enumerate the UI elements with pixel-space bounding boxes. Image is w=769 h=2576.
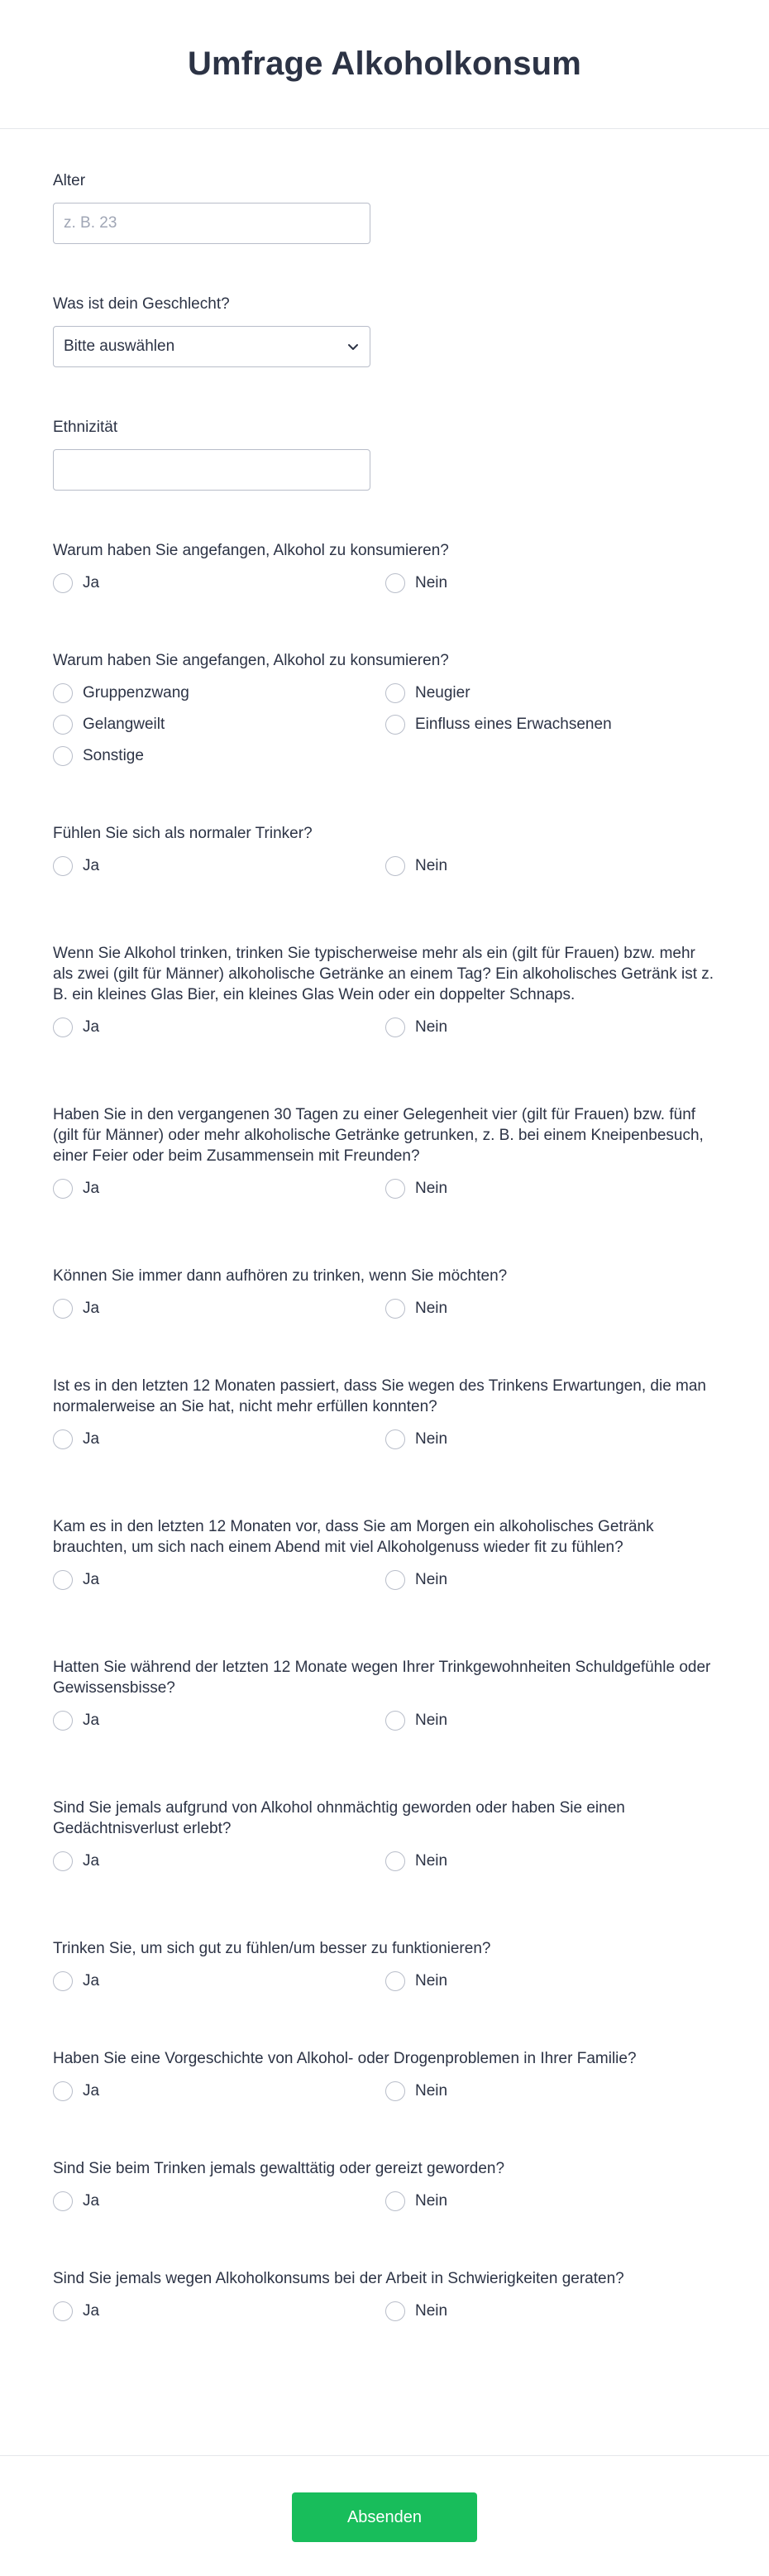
radio-option[interactable]: [53, 2301, 385, 2322]
radio-option[interactable]: [385, 1569, 718, 1591]
gender-select-value: Bitte auswählen: [64, 338, 175, 355]
radio-group: [53, 855, 716, 877]
question-5: [53, 1104, 716, 1199]
radio-button[interactable]: [53, 1971, 73, 1991]
question-label: Sind Sie jemals wegen Alkoholkonsums bei der Arbeit in Schwierigkeiten geraten?: [53, 2270, 624, 2287]
question-12: [53, 2048, 716, 2102]
radio-button[interactable]: [385, 2191, 405, 2211]
age-field: [53, 170, 716, 244]
radio-button[interactable]: [385, 573, 405, 593]
radio-option[interactable]: [385, 2301, 718, 2322]
form-header: [0, 0, 769, 129]
radio-option[interactable]: [385, 572, 718, 594]
submit-button[interactable]: Absenden: [292, 2492, 477, 2542]
question-list: [53, 540, 716, 2322]
radio-option[interactable]: [385, 1970, 718, 1992]
radio-button[interactable]: [385, 1971, 405, 1991]
question-label: Warum haben Sie angefangen, Alkohol zu konsumieren?: [53, 542, 449, 559]
radio-option-label: Ja: [83, 1180, 100, 1197]
radio-button[interactable]: [53, 2301, 73, 2321]
radio-button[interactable]: [53, 2081, 73, 2101]
radio-button[interactable]: [53, 573, 73, 593]
question-2: [53, 650, 716, 767]
question-3: [53, 823, 716, 877]
page-title: Umfrage Alkoholkonsum: [187, 45, 582, 82]
question-7: [53, 1376, 716, 1450]
radio-group: [53, 1429, 716, 1450]
radio-option[interactable]: [385, 1017, 718, 1038]
radio-button[interactable]: [385, 1179, 405, 1199]
radio-option-label: Gruppenzwang: [83, 684, 189, 701]
radio-option[interactable]: [53, 1569, 385, 1591]
radio-group: [53, 1569, 716, 1591]
question-label: Trinken Sie, um sich gut zu fühlen/um besser zu funktionieren?: [53, 1940, 491, 1957]
radio-group: [53, 2191, 716, 2212]
radio-group: [53, 1298, 716, 1319]
question-9: [53, 1657, 716, 1731]
radio-option-label: Sonstige: [83, 747, 144, 764]
radio-button[interactable]: [53, 1299, 73, 1319]
form-body: [0, 129, 769, 2322]
question-label: Wenn Sie Alkohol trinken, trinken Sie typischerweise mehr als ein (gilt für Frauen) bzw. mehr als zwei (gilt für Männer) alkoholische Getränke an einem Tag? Ein alkoholisches Getränk ist z. B. ein kleines Glas Bier, ein kleines Glas Wein oder ein doppelter Schnaps.: [53, 945, 714, 1003]
radio-button[interactable]: [53, 1570, 73, 1590]
question-label: Ist es in den letzten 12 Monaten passiert, dass Sie wegen des Trinkens Erwartungen, die man normalerweise an Sie hat, nicht mehr erfüllen konnten?: [53, 1377, 707, 1415]
radio-option-label: Ja: [83, 1430, 100, 1448]
radio-button[interactable]: [53, 856, 73, 876]
gender-label: Was ist dein Geschlecht?: [53, 295, 230, 313]
radio-button[interactable]: [385, 856, 405, 876]
radio-group: [53, 1017, 716, 1038]
radio-group: [53, 2080, 716, 2102]
radio-option[interactable]: [53, 1970, 385, 1992]
question-label: Kam es in den letzten 12 Monaten vor, dass Sie am Morgen ein alkoholisches Getränk brauchten, um sich nach einem Abend mit viel Alkoholgenuss wieder fit zu fühlen?: [53, 1518, 654, 1556]
radio-button[interactable]: [385, 1851, 405, 1871]
form-footer: [0, 2455, 769, 2576]
radio-button[interactable]: [53, 1429, 73, 1449]
radio-option[interactable]: [385, 855, 718, 877]
question-13: [53, 2158, 716, 2212]
radio-option-label: Nein: [415, 2082, 448, 2100]
radio-option-label: Gelangweilt: [83, 716, 165, 733]
radio-option-label: Ja: [83, 1852, 100, 1870]
question-label: Sind Sie beim Trinken jemals gewalttätig oder gereizt geworden?: [53, 2160, 505, 2177]
chevron-down-icon: [346, 340, 360, 353]
age-input[interactable]: [53, 203, 370, 244]
radio-option-label: Nein: [415, 1852, 448, 1870]
radio-option[interactable]: [385, 1178, 718, 1199]
radio-option-label: Nein: [415, 1018, 448, 1036]
radio-option[interactable]: [53, 1298, 385, 1319]
question-label: Können Sie immer dann aufhören zu trinken, wenn Sie möchten?: [53, 1267, 508, 1285]
question-6: [53, 1266, 716, 1319]
radio-option-label: Ja: [83, 2302, 100, 2320]
radio-option-label: Ja: [83, 857, 100, 874]
radio-button[interactable]: [385, 1711, 405, 1731]
radio-group: [53, 2301, 716, 2322]
radio-option-label: Ja: [83, 1972, 100, 1989]
question-label: Fühlen Sie sich als normaler Trinker?: [53, 825, 313, 842]
radio-button[interactable]: [53, 746, 73, 766]
radio-group: [53, 1710, 716, 1731]
radio-option-label: Nein: [415, 1180, 448, 1197]
radio-button[interactable]: [385, 683, 405, 703]
radio-group: [53, 1851, 716, 1872]
radio-option[interactable]: [53, 1178, 385, 1199]
radio-button[interactable]: [53, 2191, 73, 2211]
radio-option[interactable]: [385, 2191, 718, 2212]
radio-option-label: Nein: [415, 1972, 448, 1989]
radio-button[interactable]: [53, 1851, 73, 1871]
radio-button[interactable]: [385, 1570, 405, 1590]
radio-option[interactable]: [53, 745, 385, 767]
gender-select[interactable]: [53, 326, 370, 367]
question-1: [53, 540, 716, 594]
radio-option-label: Nein: [415, 857, 448, 874]
question-label: Hatten Sie während der letzten 12 Monate wegen Ihrer Trinkgewohnheiten Schuldgefühle oder Gewissensbisse?: [53, 1659, 711, 1697]
radio-button[interactable]: [53, 715, 73, 735]
radio-option-label: Nein: [415, 1712, 448, 1729]
radio-button[interactable]: [385, 1299, 405, 1319]
radio-button[interactable]: [385, 2301, 405, 2321]
ethnicity-label: Ethnizität: [53, 419, 118, 436]
radio-option-label: Ja: [83, 1571, 100, 1588]
radio-option-label: Nein: [415, 1430, 448, 1448]
radio-option[interactable]: [385, 1298, 718, 1319]
radio-button[interactable]: [385, 2081, 405, 2101]
radio-option[interactable]: [53, 2191, 385, 2212]
radio-option-label: Ja: [83, 2192, 100, 2210]
radio-group: [53, 1178, 716, 1199]
radio-option-label: Nein: [415, 2192, 448, 2210]
radio-option[interactable]: [385, 1429, 718, 1450]
radio-option-label: Nein: [415, 1571, 448, 1588]
radio-option-label: Nein: [415, 574, 448, 591]
radio-group: [53, 1970, 716, 1992]
radio-button[interactable]: [53, 1017, 73, 1037]
radio-option-label: Einfluss eines Erwachsenen: [415, 716, 612, 733]
ethnicity-field: [53, 417, 716, 491]
question-11: [53, 1938, 716, 1992]
radio-option[interactable]: [385, 1851, 718, 1872]
radio-option[interactable]: [53, 714, 385, 735]
radio-option[interactable]: [385, 2080, 718, 2102]
question-label: Haben Sie in den vergangenen 30 Tagen zu einer Gelegenheit vier (gilt für Frauen) bzw. fünf (gilt für Männer) oder mehr alkoholische Getränke getrunken, z. B. bei einem Kneipenbesuch, einer Feier oder beim Zusammensein mit Freunden?: [53, 1106, 704, 1165]
radio-button[interactable]: [385, 1017, 405, 1037]
radio-option-label: Ja: [83, 2082, 100, 2100]
radio-option-label: Ja: [83, 574, 100, 591]
radio-group: [53, 682, 716, 767]
question-8: [53, 1516, 716, 1591]
radio-group: [53, 572, 716, 594]
radio-button[interactable]: [53, 1179, 73, 1199]
question-10: [53, 1798, 716, 1872]
radio-button[interactable]: [53, 683, 73, 703]
age-label: Alter: [53, 172, 86, 189]
radio-option[interactable]: [53, 1429, 385, 1450]
gender-field: [53, 294, 716, 367]
radio-option[interactable]: [53, 1710, 385, 1731]
radio-option[interactable]: [53, 682, 385, 704]
radio-button[interactable]: [53, 1711, 73, 1731]
question-14: [53, 2268, 716, 2322]
question-label: Haben Sie eine Vorgeschichte von Alkohol- oder Drogenproblemen in Ihrer Familie?: [53, 2050, 637, 2067]
radio-option[interactable]: [53, 1017, 385, 1038]
radio-option[interactable]: [385, 682, 718, 704]
question-label: Sind Sie jemals aufgrund von Alkohol ohnmächtig geworden oder haben Sie einen Gedächtnisverlust erlebt?: [53, 1799, 625, 1837]
radio-option[interactable]: [53, 855, 385, 877]
question-4: [53, 943, 716, 1038]
radio-option[interactable]: [53, 572, 385, 594]
radio-option-label: Ja: [83, 1018, 100, 1036]
radio-option-label: Ja: [83, 1712, 100, 1729]
radio-option-label: Neugier: [415, 684, 470, 701]
radio-option[interactable]: [53, 1851, 385, 1872]
radio-option-label: Ja: [83, 1300, 100, 1317]
radio-button[interactable]: [385, 1429, 405, 1449]
radio-option-label: Nein: [415, 2302, 448, 2320]
question-label: Warum haben Sie angefangen, Alkohol zu konsumieren?: [53, 652, 449, 669]
radio-option[interactable]: [385, 714, 718, 735]
radio-option[interactable]: [53, 2080, 385, 2102]
ethnicity-input[interactable]: [53, 449, 370, 491]
radio-button[interactable]: [385, 715, 405, 735]
radio-option-label: Nein: [415, 1300, 448, 1317]
radio-option[interactable]: [385, 1710, 718, 1731]
